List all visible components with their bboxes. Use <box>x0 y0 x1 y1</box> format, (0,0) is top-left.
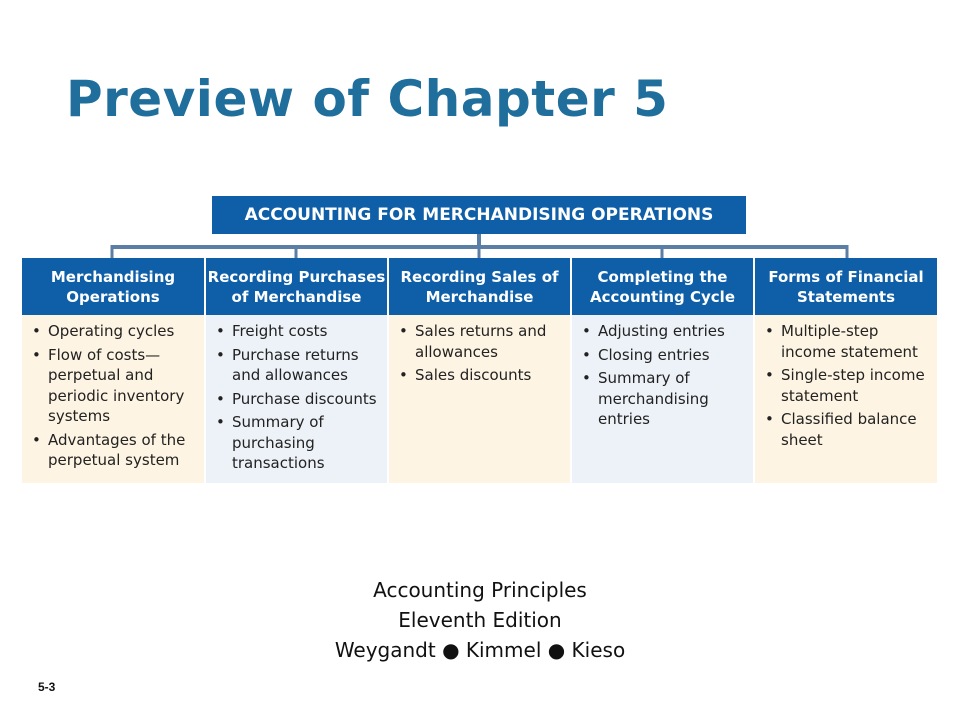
list-item: • Purchase returns and allowances <box>214 345 381 386</box>
column-body-recording-purchases <box>206 315 387 483</box>
list-item: • Classified balance sheet <box>763 409 931 450</box>
list-item: • Sales discounts <box>397 365 564 386</box>
column-header-recording-sales: Recording Sales of Merchandise <box>389 258 570 315</box>
list-item: • Single-step income statement <box>763 365 931 406</box>
root-topic-box: ACCOUNTING FOR MERCHANDISING OPERATIONS <box>212 196 746 234</box>
list-item: • Freight costs <box>214 321 381 342</box>
column-body-completing-accounting-cycle <box>572 315 753 483</box>
slide-number: 5-3 <box>38 680 56 694</box>
list-item: • Adjusting entries <box>580 321 747 342</box>
list-item: • Sales returns and allowances <box>397 321 564 362</box>
column-body-recording-sales <box>389 315 570 483</box>
credits-book-title: Accounting Principles <box>373 578 587 602</box>
column-body-forms-of-financial-statements <box>755 315 937 483</box>
column-header-recording-purchases: Recording Purchases of Merchandise <box>206 258 387 315</box>
column-body-merchandising-operations <box>22 315 204 483</box>
list-item: • Flow of costs— perpetual and periodic inventory systems <box>30 345 198 427</box>
credits-edition: Eleventh Edition <box>398 608 562 632</box>
column-header-completing-accounting-cycle: Completing the Accounting Cycle <box>572 258 753 315</box>
credits-authors: Weygandt ● Kimmel ● Kieso <box>334 638 626 662</box>
list-item: • Summary of merchandising entries <box>580 368 747 430</box>
page-title: Preview of Chapter 5 <box>66 70 669 128</box>
list-item: • Operating cycles <box>30 321 198 342</box>
list-item: • Multiple-step income statement <box>763 321 931 362</box>
list-item: • Advantages of the perpetual system <box>30 430 198 471</box>
list-item: • Purchase discounts <box>214 389 381 410</box>
column-header-forms-of-financial-statements: Forms of Financial Statements <box>755 258 937 315</box>
list-item: • Closing entries <box>580 345 747 366</box>
list-item: • Summary of purchasing transactions <box>214 412 381 474</box>
column-header-merchandising-operations: Merchandising Operations <box>22 258 204 315</box>
